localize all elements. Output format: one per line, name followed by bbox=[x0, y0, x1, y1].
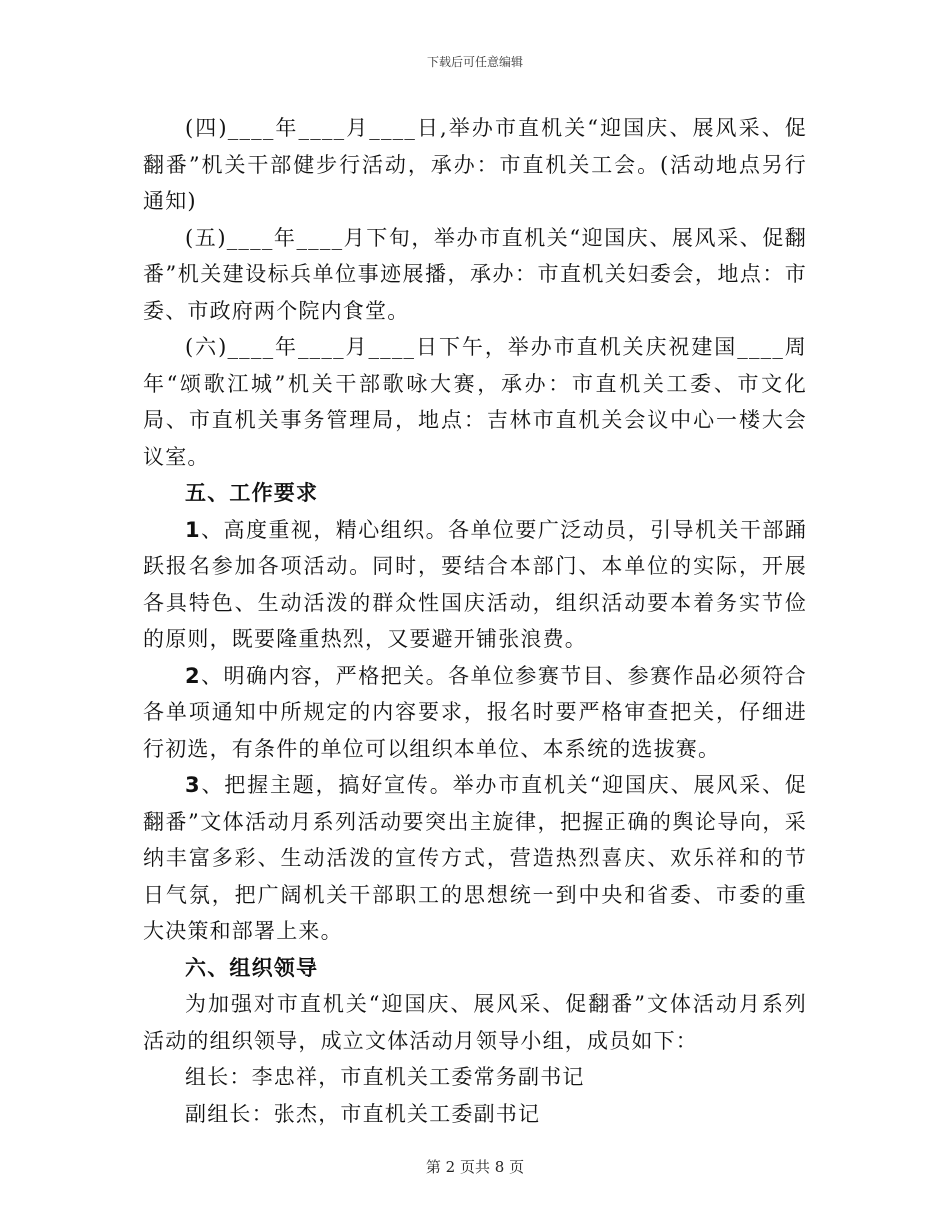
page-footer: 第 2 页共 8 页 bbox=[425, 1158, 525, 1176]
requirement-3-paragraph bbox=[143, 767, 807, 950]
requirement-1-paragraph bbox=[143, 512, 807, 658]
requirement-3-number: 3 bbox=[185, 773, 201, 797]
requirement-2-text: 、明确内容，严格把关。各单位参赛节目、参赛作品必须符合各单项通知中所规定的内容要求，报名时要严格审查把关，仔细进行初选，有条件的单位可以组织本单位、本系统的选拔赛。 bbox=[143, 663, 807, 761]
requirement-2-number: 2 bbox=[185, 663, 201, 688]
document-body bbox=[143, 110, 807, 1132]
item-four-paragraph: (四)____年____月____日,举办市直机关“迎国庆、展风采、促翻番”机关干部健步行活动，承办：市直机关工会。(活动地点另行通知) bbox=[143, 116, 807, 213]
section-heading-work-requirements: 五、工作要求 bbox=[185, 481, 319, 505]
requirement-1-text: 、高度重视，精心组织。各单位要广泛动员，引导机关干部踊跃报名参加各项活动。同时，要结合本部门、本单位的实际，开展各具特色、生动活泼的群众性国庆活动，组织活动要本着务实节俭的原则，既要隆重热烈，又要避开铺张浪费。 bbox=[143, 517, 807, 651]
item-six-paragraph: (六)____年____月____日下午，举办市直机关庆祝建国____周年“颂歌江城”机关干部歌咏大赛，承办：市直机关工委、市文化局、市直机关事务管理局，地点：吉林市直机关会议中心一楼大会议室。 bbox=[143, 335, 807, 469]
group-leader-line: 组长：李忠祥，市直机关工委常务副书记 bbox=[185, 1065, 585, 1089]
requirement-1-number: 1 bbox=[185, 517, 201, 542]
item-five-paragraph: (五)____年____月下旬，举办市直机关“迎国庆、展风采、促翻番”机关建设标兵单位事迹展播，承办：市直机关妇委会，地点：市委、市政府两个院内食堂。 bbox=[143, 225, 807, 323]
deputy-leader-line: 副组长：张杰，市直机关工委副书记 bbox=[185, 1101, 541, 1126]
section-heading-organization-leadership: 六、组织领导 bbox=[185, 955, 319, 980]
requirement-3-text: 、把握主题，搞好宣传。举办市直机关“迎国庆、展风采、促翻番”文体活动月系列活动要突出主旋律，把握正确的舆论导向，采纳丰富多彩、生动活泼的宣传方式，营造热烈喜庆、欢乐祥和的节日气氛，把广阔机关干部职工的思想统一到中央和省委、市委的重大决策和部署上来。 bbox=[143, 773, 807, 943]
page-header: 下载后可任意编辑 bbox=[426, 55, 523, 69]
requirement-2-paragraph bbox=[143, 658, 807, 768]
leadership-intro-paragraph: 为加强对市直机关“迎国庆、展风采、促翻番”文体活动月系列活动的组织领导，成立文体活动月领导小组，成员如下： bbox=[143, 992, 807, 1053]
